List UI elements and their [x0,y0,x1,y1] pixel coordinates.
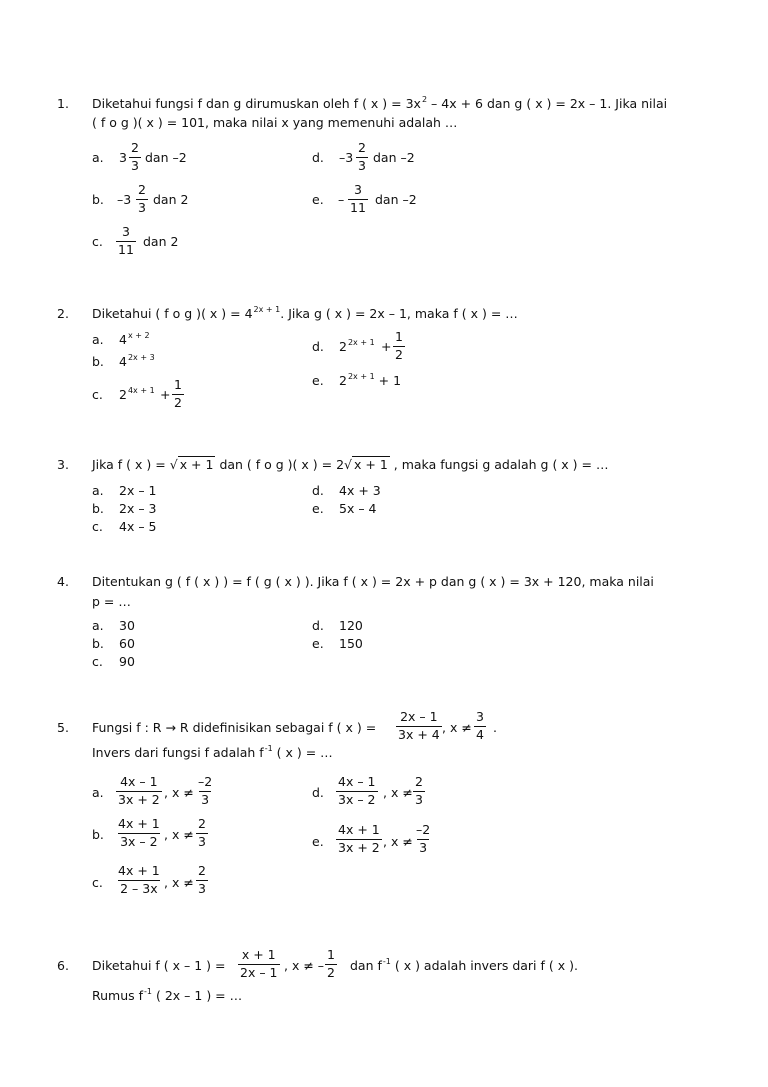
q3-option-a-label: a. [92,483,104,498]
q5-function-fraction: $\frac{2x - 1}{3x + 4}$ [398,709,440,742]
q2-option-b-label: b. [92,354,104,369]
q1-option-c-label: c. [92,234,103,249]
q3-radical-2: √ x + 1 [344,457,388,472]
q5-option-a-condition: , x ≠ [164,785,194,800]
q5-option-b-fraction: $\frac{4x + 1}{3x - 2}$ [118,816,160,849]
q1-option-b-whole: –3 [117,192,132,207]
q6-function-fraction: $\frac{x + 1}{2x - 1}$ [240,947,278,980]
q6-condition: , x ≠ – [284,958,325,973]
q5-stem-line1: Fungsi f : R → R didefinisikan sebagai f ( x ) = [92,720,377,735]
q3-stem: Jika f ( x ) = √ x + 1 dan ( f o g )( x ) = 2√ x + 1 , maka fungsi g adalah g ( x ) = … [92,457,609,472]
q1-number: 1. [57,96,69,111]
q4-number: 4. [57,574,69,589]
q5-option-e-label: e. [312,834,324,849]
q2-option-a-label: a. [92,332,104,347]
q3-option-e: 5x – 4 [339,501,377,516]
q5-option-e-condition: , x ≠ [383,834,413,849]
q2-option-c-label: c. [92,387,103,402]
q2-option-d: $2^{2x + 1}$ [339,338,375,354]
q2-option-b: $4^{2x + 3}$ [119,353,155,369]
q5-option-c-condition-fraction: $\frac{2}{3}$ [198,863,206,896]
q5-option-c-fraction: $\frac{4x + 1}{2 - 3x}$ [118,863,160,896]
q1-option-a-label: a. [92,150,104,165]
q6-stem-tail: dan $f^{-1}$ ( x ) adalah invers dari f ( x ). [350,957,578,973]
q3-number: 3. [57,457,69,472]
q5-condition: , x ≠ [442,720,472,735]
q1-option-a-whole: 3 [119,150,127,165]
q2-option-e: $2^{2x + 1} + 1$ [339,372,402,388]
q6-stem-line2: Rumus $f^{-1}$ ( 2x – 1 ) = … [92,987,243,1003]
q1-option-b-label: b. [92,192,104,207]
q5-option-d-fraction: $\frac{4x - 1}{3x - 2}$ [338,774,376,807]
q6-condition-fraction: $\frac{1}{2}$ [327,947,335,980]
q5-option-b-condition: , x ≠ [164,827,194,842]
q4-option-a-label: a. [92,618,104,633]
q4-option-b: 60 [119,636,135,651]
q1-option-e-sign: – [338,192,345,207]
q3-option-d-label: d. [312,483,324,498]
q1-option-e-tail: dan –2 [375,192,417,207]
q5-option-d-condition: , x ≠ [383,785,413,800]
q5-option-b-label: b. [92,827,104,842]
q5-option-d-condition-fraction: $\frac{2}{3}$ [415,774,423,807]
q1-option-e-label: e. [312,192,324,207]
q3-option-a: 2x – 1 [119,483,157,498]
q4-option-b-label: b. [92,636,104,651]
q5-option-d-label: d. [312,785,324,800]
q3-radical-1: √ x + 1 [169,457,214,472]
q1-option-d-tail: dan –2 [373,150,415,165]
q6-stem-line1: Diketahui f ( x – 1 ) = [92,958,226,973]
q1-option-b-tail: dan 2 [153,192,189,207]
q5-option-e-fraction: $\frac{4x + 1}{3x + 2}$ [338,822,380,855]
q5-number: 5. [57,720,69,735]
q3-option-b: 2x – 3 [119,501,157,516]
q4-option-d: 120 [339,618,363,633]
q6-number: 6. [57,958,69,973]
q3-option-c: 4x – 5 [119,519,157,534]
q5-option-a-condition-fraction: $\frac{-2}{3}$ [198,774,213,807]
q2-option-c-fraction: $\frac{1}{2}$ [174,377,182,410]
q4-option-c-label: c. [92,654,103,669]
q4-option-e: 150 [339,636,363,651]
q4-option-a: 30 [119,618,135,633]
q1-option-b-fraction: $\frac{2}{3}$ [138,182,146,215]
q5-option-a-label: a. [92,785,104,800]
q3-option-d: 4x + 3 [339,483,381,498]
q2-stem: Diketahui ( f o g )( x ) = $4^{2x + 1}$. Jika g ( x ) = 2x – 1, maka f ( x ) = … [92,305,518,321]
q1-option-d-label: d. [312,150,324,165]
q2-number: 2. [57,306,69,321]
q5-option-c-condition: , x ≠ [164,875,194,890]
q3-option-c-label: c. [92,519,103,534]
q2-option-e-label: e. [312,373,324,388]
q2-option-d-fraction: $\frac{1}{2}$ [395,329,403,362]
q5-stem-line2: Invers dari fungsi f adalah $f^{-1}$ ( x ) = … [92,744,333,760]
q1-option-c-tail: dan 2 [143,234,179,249]
q2-option-d-plus: + [381,339,392,354]
q1-option-a-tail: dan –2 [145,150,187,165]
q4-stem-line1: Ditentukan g ( f ( x ) ) = f ( g ( x ) ). Jika f ( x ) = 2x + p dan g ( x ) = 3x + 120, maka nilai [92,574,654,589]
q5-condition-fraction: $\frac{3}{4}$ [476,709,484,742]
q3-option-b-label: b. [92,501,104,516]
q1-option-d-whole: –3 [339,150,354,165]
q2-option-a: $4^{x + 2}$ [119,331,150,347]
q4-option-e-label: e. [312,636,324,651]
q5-option-a-fraction: $\frac{4x - 1}{3x + 2}$ [118,774,160,807]
q1-stem-line1: Diketahui fungsi f dan g dirumuskan oleh f ( x ) = $3x^2 - 4x + 6$ dan g ( x ) = 2x – 1. Jika nilai [92,95,668,111]
q1-stem-line2: ( f o g )( x ) = 101, maka nilai x yang memenuhi adalah … [92,115,458,130]
q1-option-e-fraction: $\frac{3}{11}$ [350,182,366,215]
q5-option-b-condition-fraction: $\frac{2}{3}$ [198,816,206,849]
q2-option-d-label: d. [312,339,324,354]
q4-option-c: 90 [119,654,135,669]
q5-option-c-label: c. [92,875,103,890]
q1-option-a-fraction: $\frac{2}{3}$ [131,140,139,173]
q5-period: . [493,720,497,735]
q2-option-c: $2^{4x + 1}$ [119,386,155,402]
q2-option-c-plus: + [160,387,171,402]
q4-option-d-label: d. [312,618,324,633]
q1-option-d-fraction: $\frac{2}{3}$ [358,140,366,173]
q3-option-e-label: e. [312,501,324,516]
q4-stem-line2: p = … [92,594,131,609]
q5-option-e-condition-fraction: $\frac{-2}{3}$ [416,822,431,855]
q1-option-c-fraction: $\frac{3}{11}$ [118,224,134,257]
